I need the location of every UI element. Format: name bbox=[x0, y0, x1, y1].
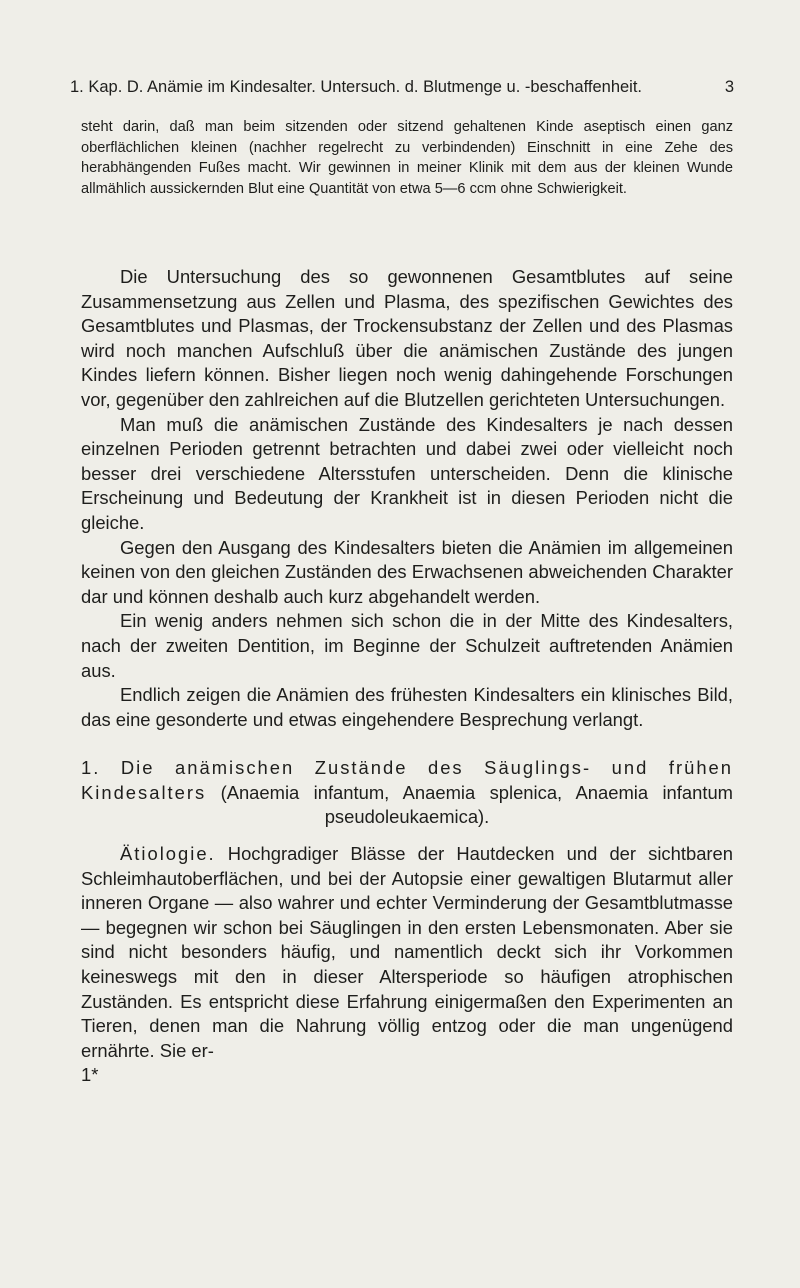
section-heading-synonyms: (Anaemia infantum, Anaemia splenica, Anaemia infantum pseudoleukaemica). bbox=[206, 781, 733, 828]
aetiology-paragraph bbox=[81, 842, 733, 1063]
intro-paragraph: steht darin, daß man beim sitzenden oder sitzend gehaltenen Kinde aseptisch einen ganz oberflächlichen kleinen (nachher regelrecht zu verbindenden) Einschnitt in eine Zehe des herabhängenden Fußes macht. Wir gewinnen in meiner Klinik mit dem aus der kleinen Wunde allmählich aussickernden Blut eine Quantität von etwa 5—6 ccm ohne Schwierigkeit. bbox=[81, 119, 733, 197]
section-heading-title: 1. Die anämischen Zustände des Säuglings- und frühen Kindesalters bbox=[81, 757, 733, 803]
running-title: 1. Kap. D. Anämie im Kindesalter. Untersuch. d. Blutmenge u. -beschaffenheit. bbox=[70, 78, 643, 96]
page-number: 3 bbox=[724, 78, 734, 96]
paragraph: Man muß die anämischen Zustände des Kindesalters je nach dessen einzelnen Perioden getrennt betrachten und dabei zwei oder vielleicht noch besser drei verschiedene Altersstufen unterscheiden. Denn die klinische Erscheinung und Bedeutung der Krankheit ist in diesen Perioden nicht die gleiche. bbox=[81, 413, 733, 533]
paragraph: Die Untersuchung des so gewonnenen Gesamtblutes auf seine Zusammensetzung aus Zellen und Plasma, des spezifischen Gewichtes des Gesamtblutes und Plasmas, der Trockensubstanz der Zellen und des Plasmas wird noch manchen Aufschluß über die anämischen Zustände des jungen Kindes liefern können. Bisher liegen noch wenig dahingehende Forschungen vor, gegenüber den zahlreichen auf die Blutzellen gerichteten Untersuchungen. bbox=[81, 266, 733, 410]
paragraph: Endlich zeigen die Anämien des frühesten Kindesalters ein klinisches Bild, das eine gesonderte und etwas eingehendere Besprechung verlangt. bbox=[81, 684, 733, 730]
aetiology-label: Ätiologie. bbox=[120, 843, 216, 865]
section-heading bbox=[81, 756, 733, 830]
paragraph: Ein wenig anders nehmen sich schon die in der Mitte des Kindesalters, nach der zweiten Dentition, im Beginne der Schulzeit auftretenden Anämien aus. bbox=[81, 610, 733, 681]
aetiology-text: Hochgradiger Blässe der Hautdecken und der sichtbaren Schleimhautoberflächen, und bei der Autopsie einer gewaltigen Blutarmut aller inneren Organe — also wahrer und echter Verminderung der Gesamtblutmasse — begegnen wir schon bei Säuglingen in den ersten Lebensmonaten. Aber sie sind nicht besonders häufig, und namentlich deckt sich ihr Vorkommen keineswegs mit den in dieser Altersperiode so häufigen atrophischen Zuständen. Es entspricht diese Erfahrung einigermaßen den Experimenten an Tieren, denen man die Nahrung völlig entzog oder die man ungenügend ernährte. Sie er- bbox=[81, 843, 733, 1061]
signature-mark: 1* bbox=[81, 1064, 99, 1086]
main-text bbox=[81, 265, 733, 1088]
paragraph: Gegen den Ausgang des Kindesalters bieten die Anämien im allgemeinen keinen von den gleichen Zuständen des Erwachsenen abweichenden Charakter dar und können deshalb auch kurz abgehandelt werden. bbox=[81, 536, 733, 607]
intro-block bbox=[81, 117, 733, 199]
